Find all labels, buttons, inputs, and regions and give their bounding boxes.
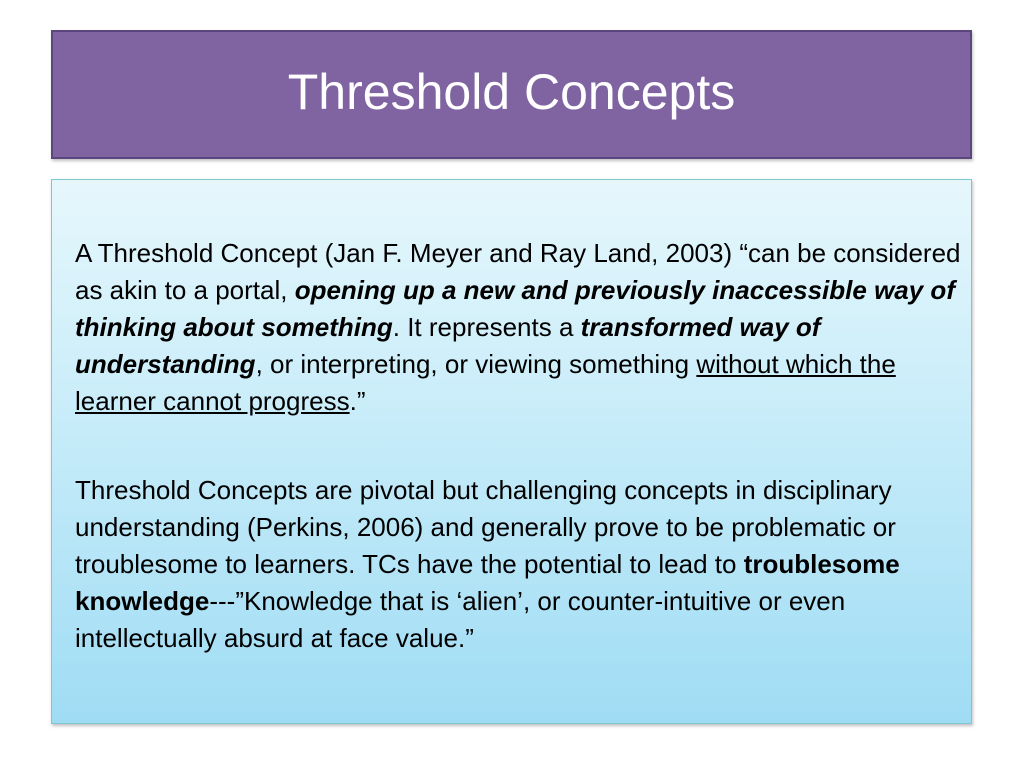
definition-text-4: .” [349, 386, 366, 416]
content-box [51, 179, 972, 724]
description-emphasis-troublesome: troublesome knowledge [75, 549, 900, 616]
title-banner [51, 30, 972, 159]
description-text-1: Threshold Concepts are pivotal but challenging concepts in disciplinary understanding (Perkins, 2006) and generally prove to be problematic or troublesome to learners. TCs have the potential to lead to [75, 475, 896, 579]
definition-text-2: . It represents a [392, 312, 581, 342]
definition-emphasis-transformed: transformed way of understanding [75, 312, 821, 379]
definition-emphasis-portal: opening up a new and previously inaccessible way of thinking about something [75, 275, 955, 342]
slide-title: Threshold Concepts [287, 63, 736, 120]
description-text-2: ---”Knowledge that is ‘alien’, or counter-intuitive or even intellectually absurd at face value.” [75, 586, 846, 653]
definition-underlined-phrase: without which the learner cannot progress [75, 349, 896, 416]
definition-text-3: , or interpreting, or viewing something [255, 349, 697, 379]
definition-paragraph [75, 235, 965, 420]
definition-text-1: A Threshold Concept (Jan F. Meyer and Ray Land, 2003) “can be considered as akin to a portal, [75, 238, 961, 305]
description-paragraph [75, 472, 965, 657]
